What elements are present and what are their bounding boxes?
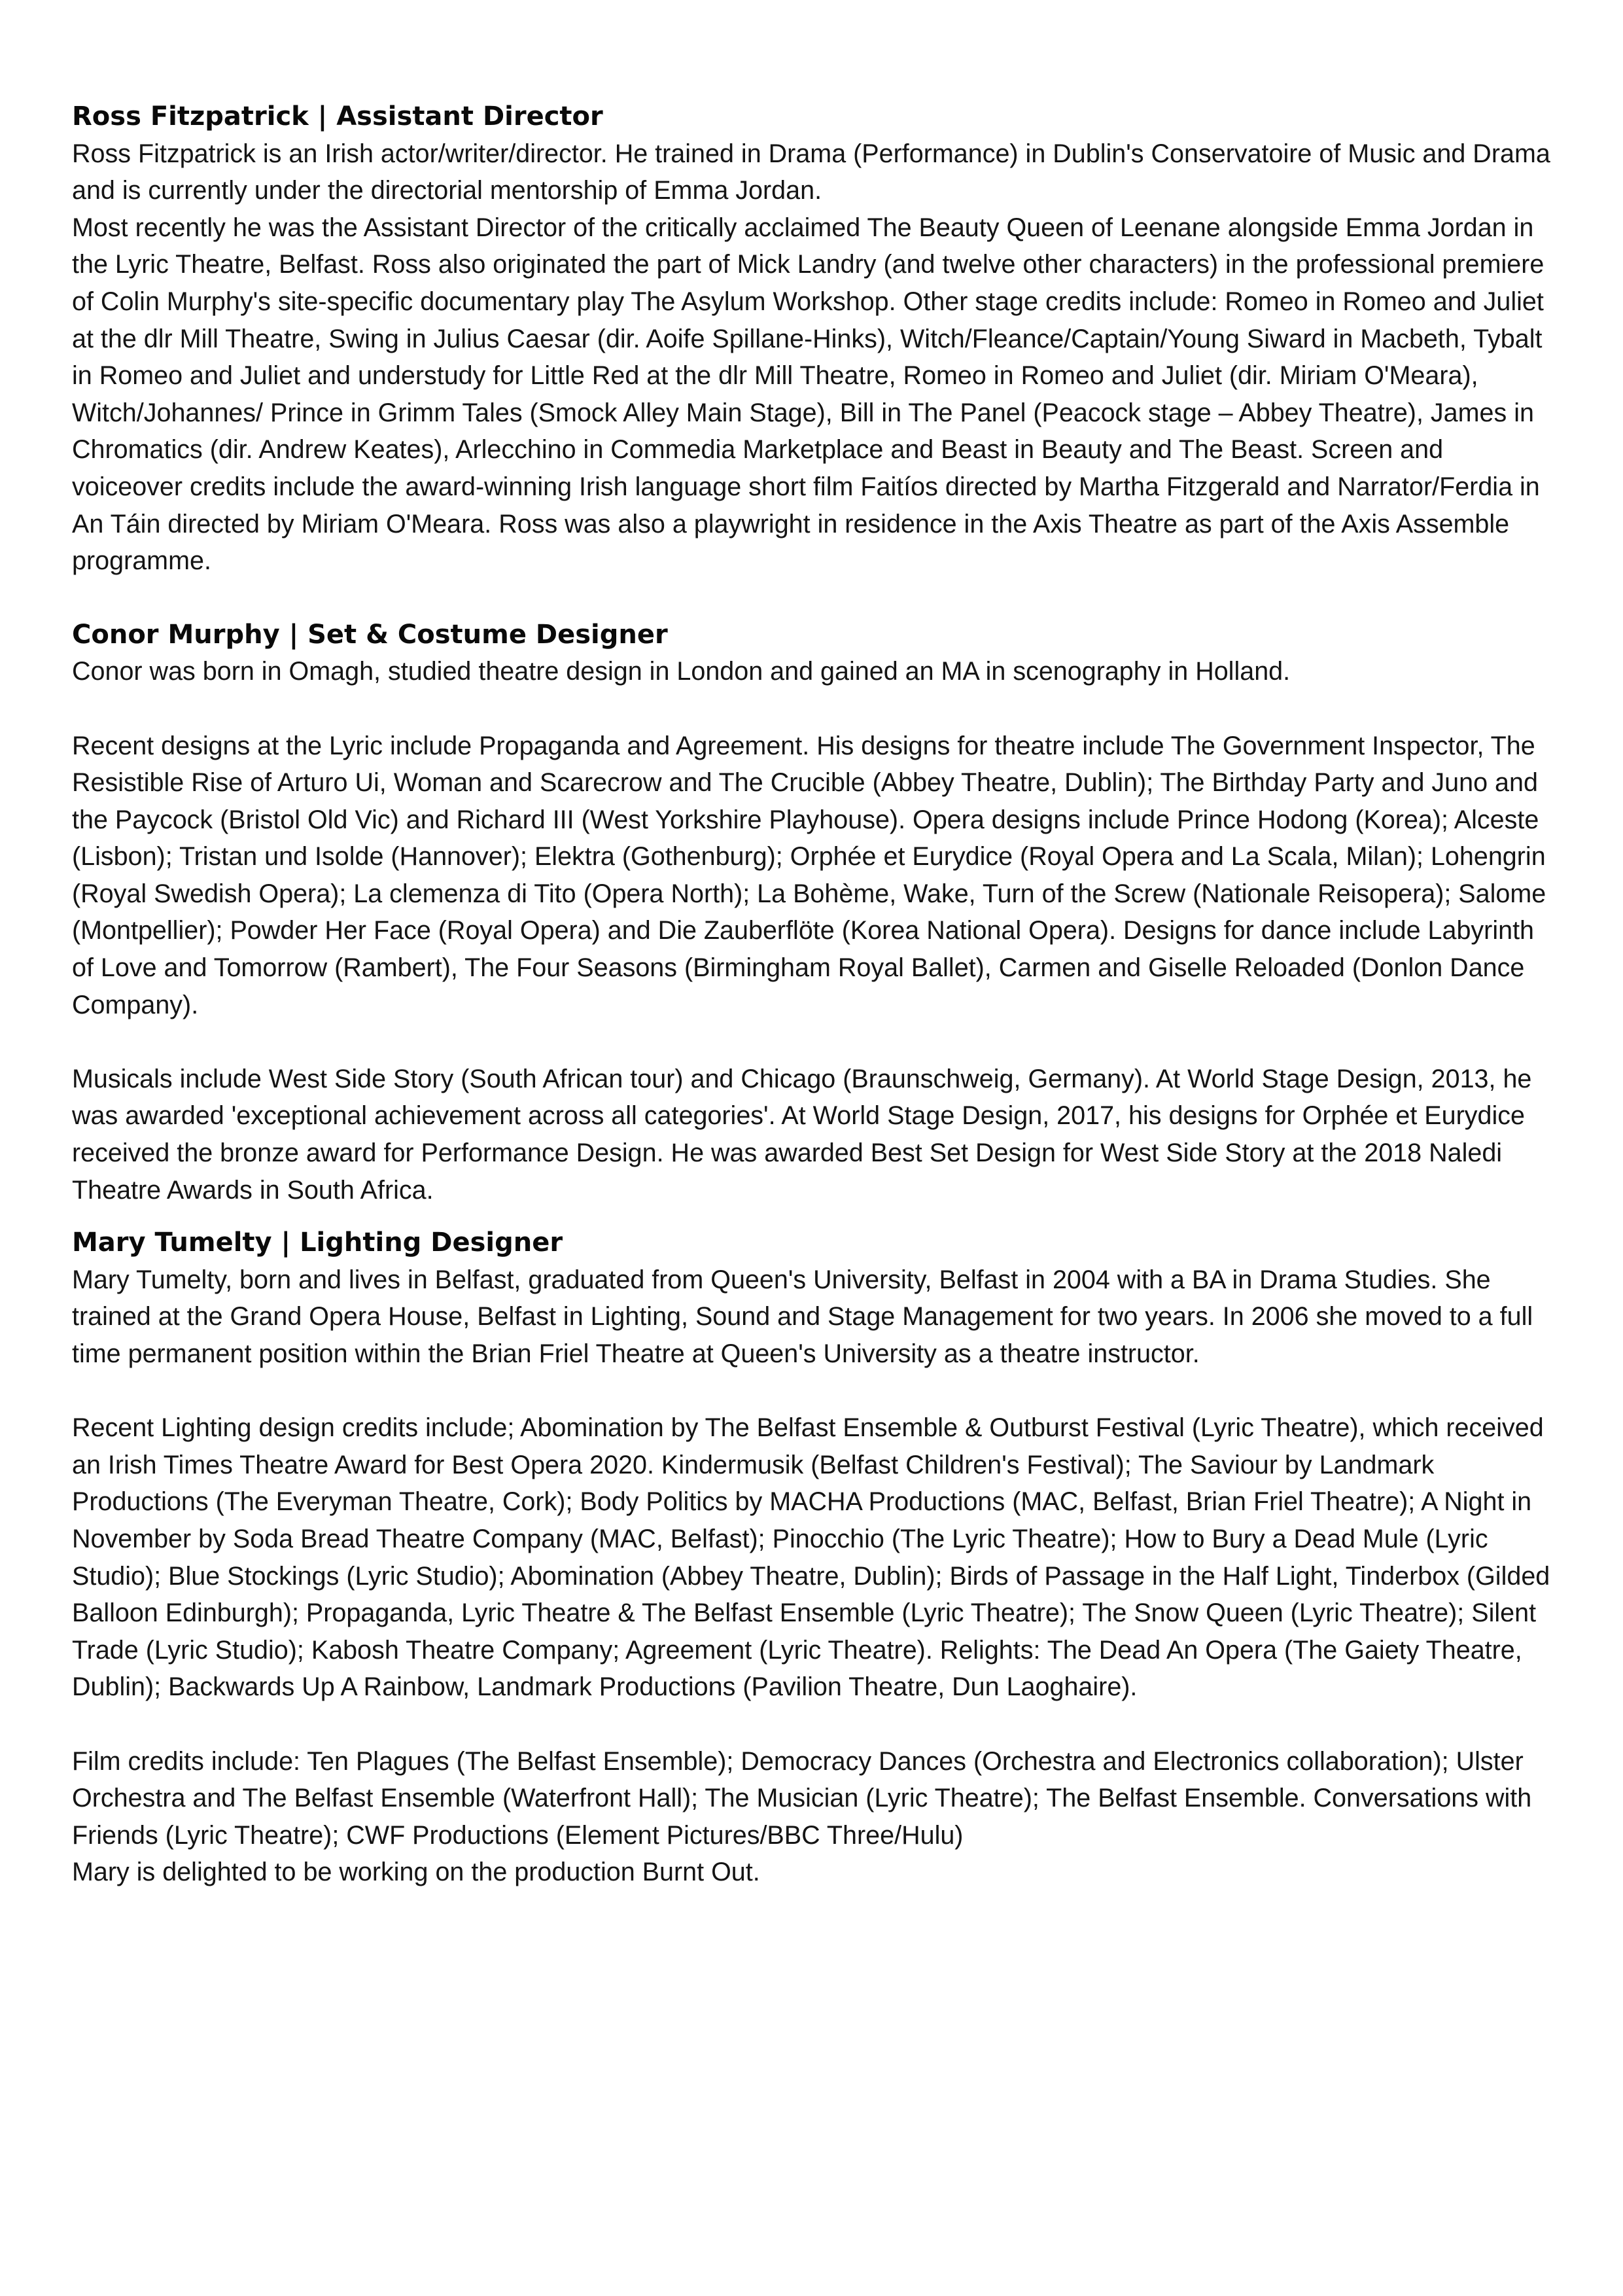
bio-paragraph: Recent designs at the Lyric include Propaganda and Agreement. His designs for theatre include The Government Inspector, The Resistible Rise of Arturo Ui, Woman and Scarecrow and The Crucible (Abbey Theatre, Dublin); The Birthday Party and Juno and the Paycock (Bristol Old Vic) and Richard III (West Yorkshire Playhouse). Opera designs include Prince Hodong (Korea); Alceste (Lisbon); Tristan und Isolde (Hannover); Elektra (Gothenburg); Orphée et Eurydice (Royal Opera and La Scala, Milan); Lohengrin (Royal Swedish Opera); La clemenza di Tito (Opera North); La Bohème, Wake, Turn of the Screw (Nationale Reisopera); Salome (Montpellier); Powder Her Face (Royal Opera) and Die Zauberflöte (Korea National Opera). Designs for dance include Labyrinth of Love and Tomorrow (Rambert), The Four Seasons (Birmingham Royal Ballet), Carmen and Giselle Reloaded (Donlon Dance Company). bbox=[72, 731, 1546, 1019]
bio-paragraph: Musicals include West Side Story (South African tour) and Chicago (Braunschweig, Germany). At World Stage Design, 2013, he was awarded 'exceptional achievement across all categories'. At World Stage Design, 2017, his designs for Orphée et Eurydice received the bronze award for Performance Design. He was awarded Best Set Design for West Side Story at the 2018 Naledi Theatre Awards in South Africa. bbox=[72, 1064, 1532, 1205]
bio-paragraph: Recent Lighting design credits include; Abomination by The Belfast Ensemble & Outburst Festival (Lyric Theatre), which received an Irish Times Theatre Award for Best Opera 2020. Kindermusik (Belfast Children's Festival); The Saviour by Landmark Productions (The Everyman Theatre, Cork); Body Politics by MACHA Productions (MAC, Belfast, Brian Friel Theatre); A Night in November by Soda Bread Theatre Company (MAC, Belfast); Pinocchio (The Lyric Theatre); How to Bury a Dead Mule (Lyric Studio); Blue Stockings (Lyric Studio); Abomination (Abbey Theatre, Dublin); Birds of Passage in the Half Light, Tinderbox (Gilded Balloon Edinburgh); Propaganda, Lyric Theatre & The Belfast Ensemble (Lyric Theatre); The Snow Queen (Lyric Theatre); Silent Trade (Lyric Studio); Kabosh Theatre Company; Agreement (Lyric Theatre). Relights: The Dead An Opera (The Gaiety Theatre, Dublin); Backwards Up A Rainbow, Landmark Productions (Pavilion Theatre, Dun Laoghaire). bbox=[72, 1413, 1550, 1702]
bio-paragraph: Most recently he was the Assistant Director of the critically acclaimed The Beauty Queen of Leenane alongside Emma Jordan in the Lyric Theatre, Belfast. Ross also originated the part of Mick Landry (and twelve other characters) in the professional premiere of Colin Murphy's site-specific documentary play The Asylum Workshop. Other stage credits include: Romeo in Romeo and Juliet at the dlr Mill Theatre, Swing in Julius Caesar (dir. Aoife Spillane-Hinks), Witch/Fleance/Captain/Young Siward in Macbeth, Tybalt in Romeo and Juliet and understudy for Little Red at the dlr Mill Theatre, Romeo in Romeo and Juliet (dir. Miriam O'Meara), Witch/Johannes/ Prince in Grimm Tales (Smock Alley Main Stage), Bill in The Panel (Peacock stage – Abbey Theatre), James in Chromatics (dir. Andrew Keates), Arlecchino in Commedia Marketplace and Beast in Beauty and The Beast. Screen and voiceover credits include the award-winning Irish language short film Faitíos directed by Martha Fitzgerald and Narrator/Ferdia in An Táin directed by Miriam O'Meara. Ross was also a playwright in residence in the Axis Theatre as part of the Axis Assemble programme. bbox=[72, 213, 1544, 576]
bio-paragraph: Ross Fitzpatrick is an Irish actor/writer/director. He trained in Drama (Performance) in Dublin's Conservatoire of Music and Drama and is currently under the directorial mentorship of Emma Jordan. bbox=[72, 139, 1550, 205]
bio-paragraph: Mary Tumelty, born and lives in Belfast, graduated from Queen's University, Belfast in 2004 with a BA in Drama Studies. She trained at the Grand Opera House, Belfast in Lighting, Sound and Stage Management for two years. In 2006 she moved to a full time permanent position within the Brian Friel Theatre at Queen's University as a theatre instructor. bbox=[72, 1265, 1533, 1368]
bio-heading: Mary Tumelty | Lighting Designer bbox=[72, 1227, 563, 1258]
bio-conor-murphy bbox=[72, 616, 1557, 1209]
bio-paragraph: Conor was born in Omagh, studied theatre design in London and gained an MA in scenography in Holland. bbox=[72, 657, 1291, 686]
bio-paragraph: Film credits include: Ten Plagues (The Belfast Ensemble); Democracy Dances (Orchestra and Electronics collaboration); Ulster Orchestra and The Belfast Ensemble (Waterfront Hall); The Musician (Lyric Theatre); The Belfast Ensemble. Conversations with Friends (Lyric Theatre); CWF Productions (Element Pictures/BBC Three/Hulu) bbox=[72, 1746, 1532, 1850]
document-page bbox=[72, 98, 1557, 1891]
bio-ross-fitzpatrick bbox=[72, 98, 1557, 580]
bio-paragraph: Mary is delighted to be working on the production Burnt Out. bbox=[72, 1858, 760, 1887]
bio-heading: Conor Murphy | Set & Costume Designer bbox=[72, 619, 668, 650]
bio-mary-tumelty bbox=[72, 1224, 1557, 1891]
bio-heading: Ross Fitzpatrick | Assistant Director bbox=[72, 101, 603, 132]
